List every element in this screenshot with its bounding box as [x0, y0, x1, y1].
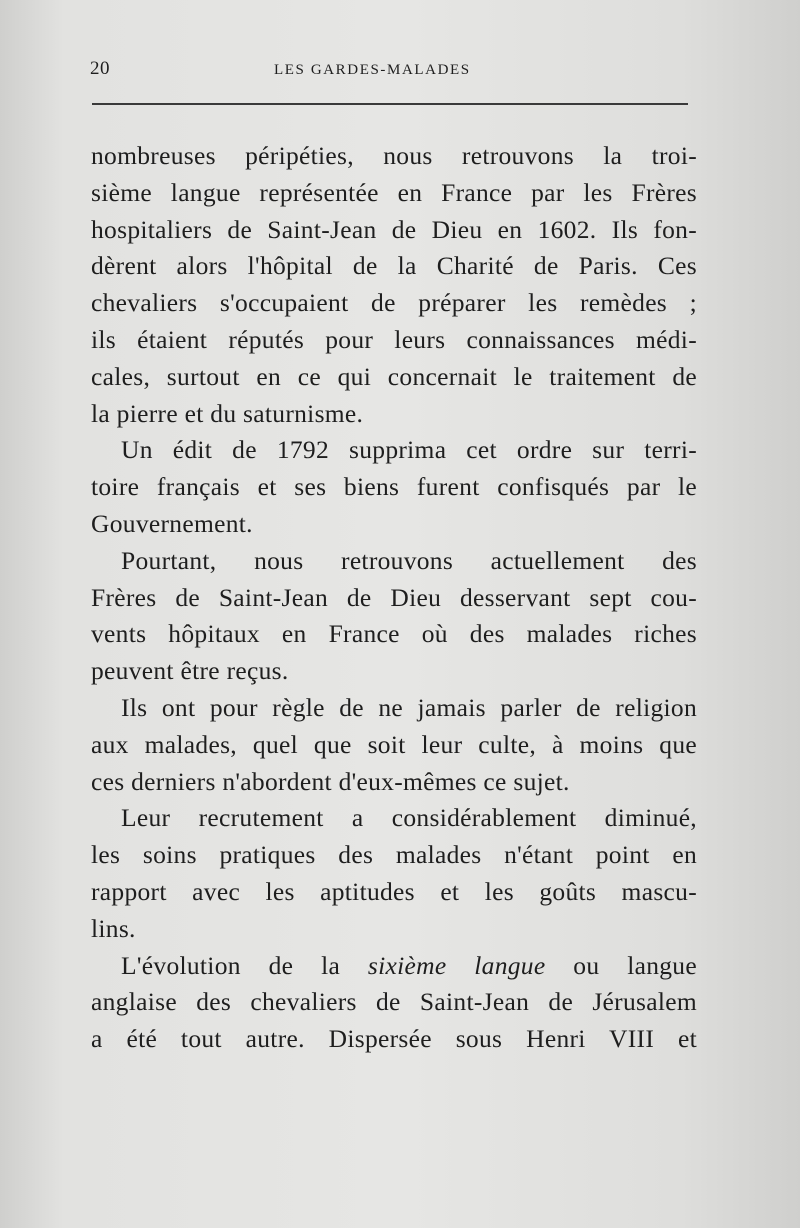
text-line: rapport avec les aptitudes et les goûts mascu- [91, 876, 697, 906]
text-line: Gouvernement. [91, 508, 253, 538]
text-line: nombreuses péripéties, nous retrouvons la troi- [91, 141, 697, 170]
text-line: Leur recrutement a considérablement diminué, [121, 803, 697, 833]
text-line: vents hôpitaux en France où des malades riches [91, 619, 697, 649]
text-line: ces derniers n'abordent d'eux-mêmes ce sujet. [91, 766, 570, 796]
text-line: aux malades, quel que soit leur culte, à moins que [91, 729, 697, 759]
text-line: Ils ont pour règle de ne jamais parler de religion [121, 692, 697, 722]
page-header [90, 58, 690, 88]
page-number: 20 [90, 58, 110, 79]
text-line: Un édit de 1792 supprima cet ordre sur terri- [121, 435, 697, 465]
text-line: anglaise des chevaliers de Saint-Jean de Jérusalem [91, 987, 697, 1017]
text-line: Pourtant, nous retrouvons actuellement des [121, 545, 697, 575]
text-line: la pierre et du saturnisme. [91, 398, 364, 428]
running-title: LES GARDES-MALADES [274, 62, 471, 78]
italic-phrase: sixième langue [367, 950, 546, 980]
text-line: a été tout autre. Dispersée sous Henri VIII et [91, 1024, 697, 1054]
text-line: sième langue représentée en France par les Frères [91, 177, 697, 207]
text-line: peuvent être reçus. [91, 656, 289, 686]
text-line: toire français et ses biens furent confisqués par le [91, 472, 697, 502]
text-line: dèrent alors l'hôpital de la Charité de Paris. Ces [91, 251, 697, 281]
text-fragment: L'évolution de la [121, 950, 341, 980]
text-line: lins. [91, 913, 136, 943]
text-line: Frères de Saint-Jean de Dieu desservant sept cou- [91, 582, 697, 612]
body-text [91, 138, 697, 1058]
text-line: cales, surtout en ce qui concernait le traitement de [91, 361, 697, 391]
text-line: ils étaient réputés pour leurs connaissances médi- [91, 324, 697, 354]
text-fragment: ou langue [573, 950, 697, 980]
text-line: hospitaliers de Saint-Jean de Dieu en 1602. Ils fon- [91, 214, 697, 244]
header-rule [92, 103, 688, 105]
text-line [91, 948, 697, 985]
text-line: les soins pratiques des malades n'étant point en [91, 840, 697, 870]
text-line: chevaliers s'occupaient de préparer les remèdes ; [91, 288, 697, 318]
